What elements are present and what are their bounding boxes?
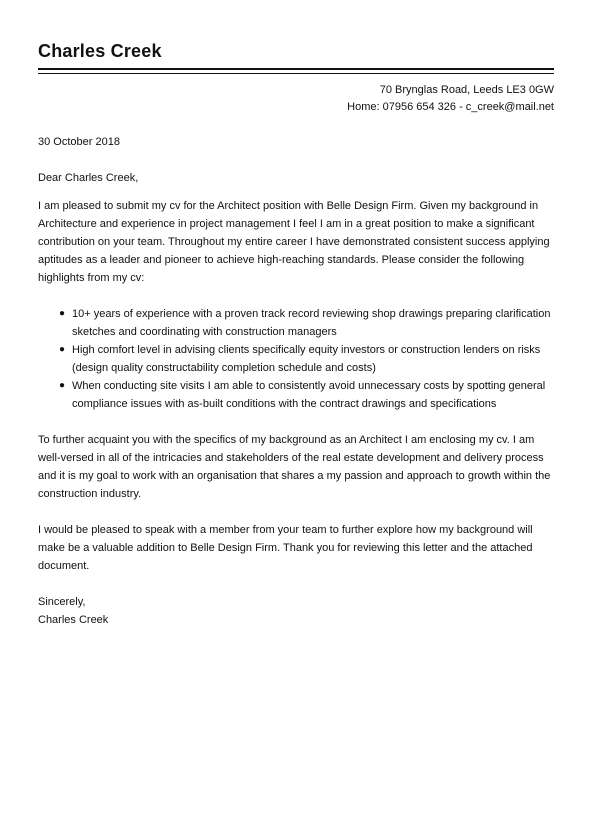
closing-paragraph: I would be pleased to speak with a member from your team to further explore how my background will make be a valuable addition to Belle Design Firm. Thank you for reviewing this letter and the attached document. [38,524,533,572]
highlights-list [38,305,556,413]
highlight-text: High comfort level in advising clients specifically equity investors or construction lenders on risks (design quality constructability completion schedule and costs) [72,344,541,374]
salutation: Dear Charles Creek, [38,172,139,184]
applicant-name: Charles Creek [38,41,162,61]
contact-block [347,82,554,116]
letter-date: 30 October 2018 [38,136,120,148]
bullet-icon: ● [59,344,66,355]
sign-off [38,593,556,629]
signature-name: Charles Creek [38,614,109,626]
list-item [59,377,556,413]
closing-word: Sincerely, [38,596,86,608]
highlight-text: When conducting site visits I am able to consistently avoid unnecessary costs by spotting general compliance issues with as-built conditions with the contract drawings and specifications [72,380,546,410]
phone-email-line: Home: 07956 654 326 - c_creek@mail.net [347,101,554,113]
list-item [59,341,556,377]
address-line: 70 Brynglas Road, Leeds LE3 0GW [379,84,554,96]
highlight-text: 10+ years of experience with a proven track record reviewing shop drawings preparing clarification sketches and coordinating with construction managers [72,308,551,338]
list-item [59,305,556,341]
intro-paragraph: I am pleased to submit my cv for the Architect position with Belle Design Firm. Given my background in Architecture and experience in project management I feel I am in a great position to make a significant contribution on your team. Throughout my entire career I have demonstrated consistent success applying aptitudes as a leader and pioneer to achieve high-reaching standards. Please consider the following highlights from my cv: [38,200,550,284]
header-rule-thin [38,73,554,74]
header-rule-thick [38,68,554,70]
bullet-icon: ● [59,308,66,319]
letter-body [38,133,556,629]
bullet-icon: ● [59,380,66,391]
background-paragraph: To further acquaint you with the specifics of my background as an Architect I am enclosing my cv. I am well-versed in all of the intricacies and stakeholders of the real estate development and delivery process and it is my goal to work with an organisation that shares a my passion and approach to growth within the construction industry. [38,434,551,500]
